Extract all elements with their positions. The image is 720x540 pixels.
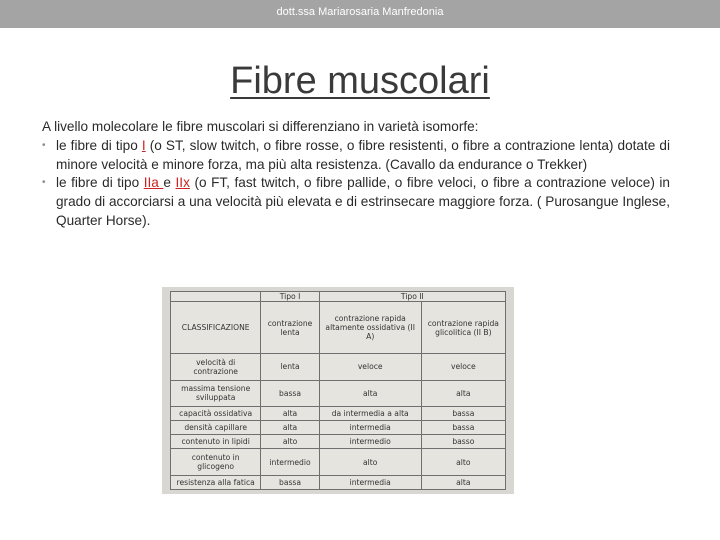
cell: alta — [421, 475, 505, 489]
subheader-iia: contrazione rapida altamente ossidativa (II A) — [319, 302, 421, 354]
cell: intermedia — [319, 475, 421, 489]
type-i-link[interactable]: I — [141, 137, 146, 153]
row-label: contenuto in glicogeno — [171, 449, 261, 476]
cell: alta — [261, 421, 319, 435]
bullet-prefix: le fibre di tipo — [56, 137, 142, 153]
row-label: resistenza alla fatica — [171, 475, 261, 489]
row-label: massima tensione sviluppata — [171, 380, 261, 407]
slide-title: Fibre muscolari — [230, 60, 490, 102]
cell: bassa — [421, 421, 505, 435]
subheader-iib: contrazione rapida glicolitica (II B) — [421, 302, 505, 354]
table-row — [171, 354, 506, 381]
cell: bassa — [261, 380, 319, 407]
header-bar — [0, 0, 720, 28]
table-row — [171, 421, 506, 435]
cell: alta — [319, 380, 421, 407]
header-tipo-1: Tipo I — [261, 292, 319, 302]
bullet-dot: • — [42, 177, 46, 189]
subheader-lenta: contrazione lenta — [261, 302, 319, 354]
header-tipo-2: Tipo II — [319, 292, 505, 302]
slide-body — [42, 118, 670, 231]
cell: alto — [421, 449, 505, 476]
cell: veloce — [319, 354, 421, 381]
cell: bassa — [421, 407, 505, 421]
table-row — [171, 475, 506, 489]
bullet-prefix: le fibre di tipo — [56, 175, 144, 191]
table-row — [171, 407, 506, 421]
bullet-text: (o FT, fast twitch, o fibre pallide, o fibre veloci, o fibre a contrazione veloce) in grado di accorciarsi a una velocità più elevata e di estrinsecare maggiore forza. ( Purosangue Inglese, Quarter Horse). — [56, 175, 670, 228]
bullet-list — [42, 137, 670, 231]
cell: alto — [261, 435, 319, 449]
cell: veloce — [421, 354, 505, 381]
type-iia-link[interactable]: IIa — [143, 175, 164, 191]
cell: bassa — [261, 475, 319, 489]
header-classificazione: CLASSIFICAZIONE — [171, 302, 261, 354]
row-label: contenuto in lipidi — [171, 435, 261, 449]
intro-text: A livello molecolare le fibre muscolari si differenziano in varietà isomorfe: — [42, 119, 479, 134]
row-label: velocità di contrazione — [171, 354, 261, 381]
table-row — [171, 435, 506, 449]
bullet-text: (o ST, slow twitch, o fibre rosse, o fibre resistenti, o fibre a contrazione lenta) dotate di minore velocità e minore forza, ma più alta resistenza. (Cavallo da endurance o Trekker) — [56, 137, 670, 172]
cell: alta — [261, 407, 319, 421]
classification-table — [170, 291, 506, 490]
table-corner — [171, 292, 261, 302]
classification-table-image — [162, 287, 514, 494]
cell: lenta — [261, 354, 319, 381]
cell: intermedio — [261, 449, 319, 476]
bullet-conjunction: e — [163, 175, 176, 191]
bullet-item-type-1 — [42, 137, 670, 175]
author-name: dott.ssa Mariarosaria Manfredonia — [276, 6, 444, 18]
table-row — [171, 380, 506, 407]
row-label: capacità ossidativa — [171, 407, 261, 421]
cell: alto — [319, 449, 421, 476]
cell: intermedio — [319, 435, 421, 449]
type-iix-link[interactable]: IIx — [175, 175, 190, 191]
row-label: densità capillare — [171, 421, 261, 435]
cell: da intermedia a alta — [319, 407, 421, 421]
bullet-dot: • — [42, 139, 46, 151]
cell: alta — [421, 380, 505, 407]
cell: intermedia — [319, 421, 421, 435]
cell: basso — [421, 435, 505, 449]
bullet-item-type-2 — [42, 174, 670, 230]
table-row — [171, 449, 506, 476]
